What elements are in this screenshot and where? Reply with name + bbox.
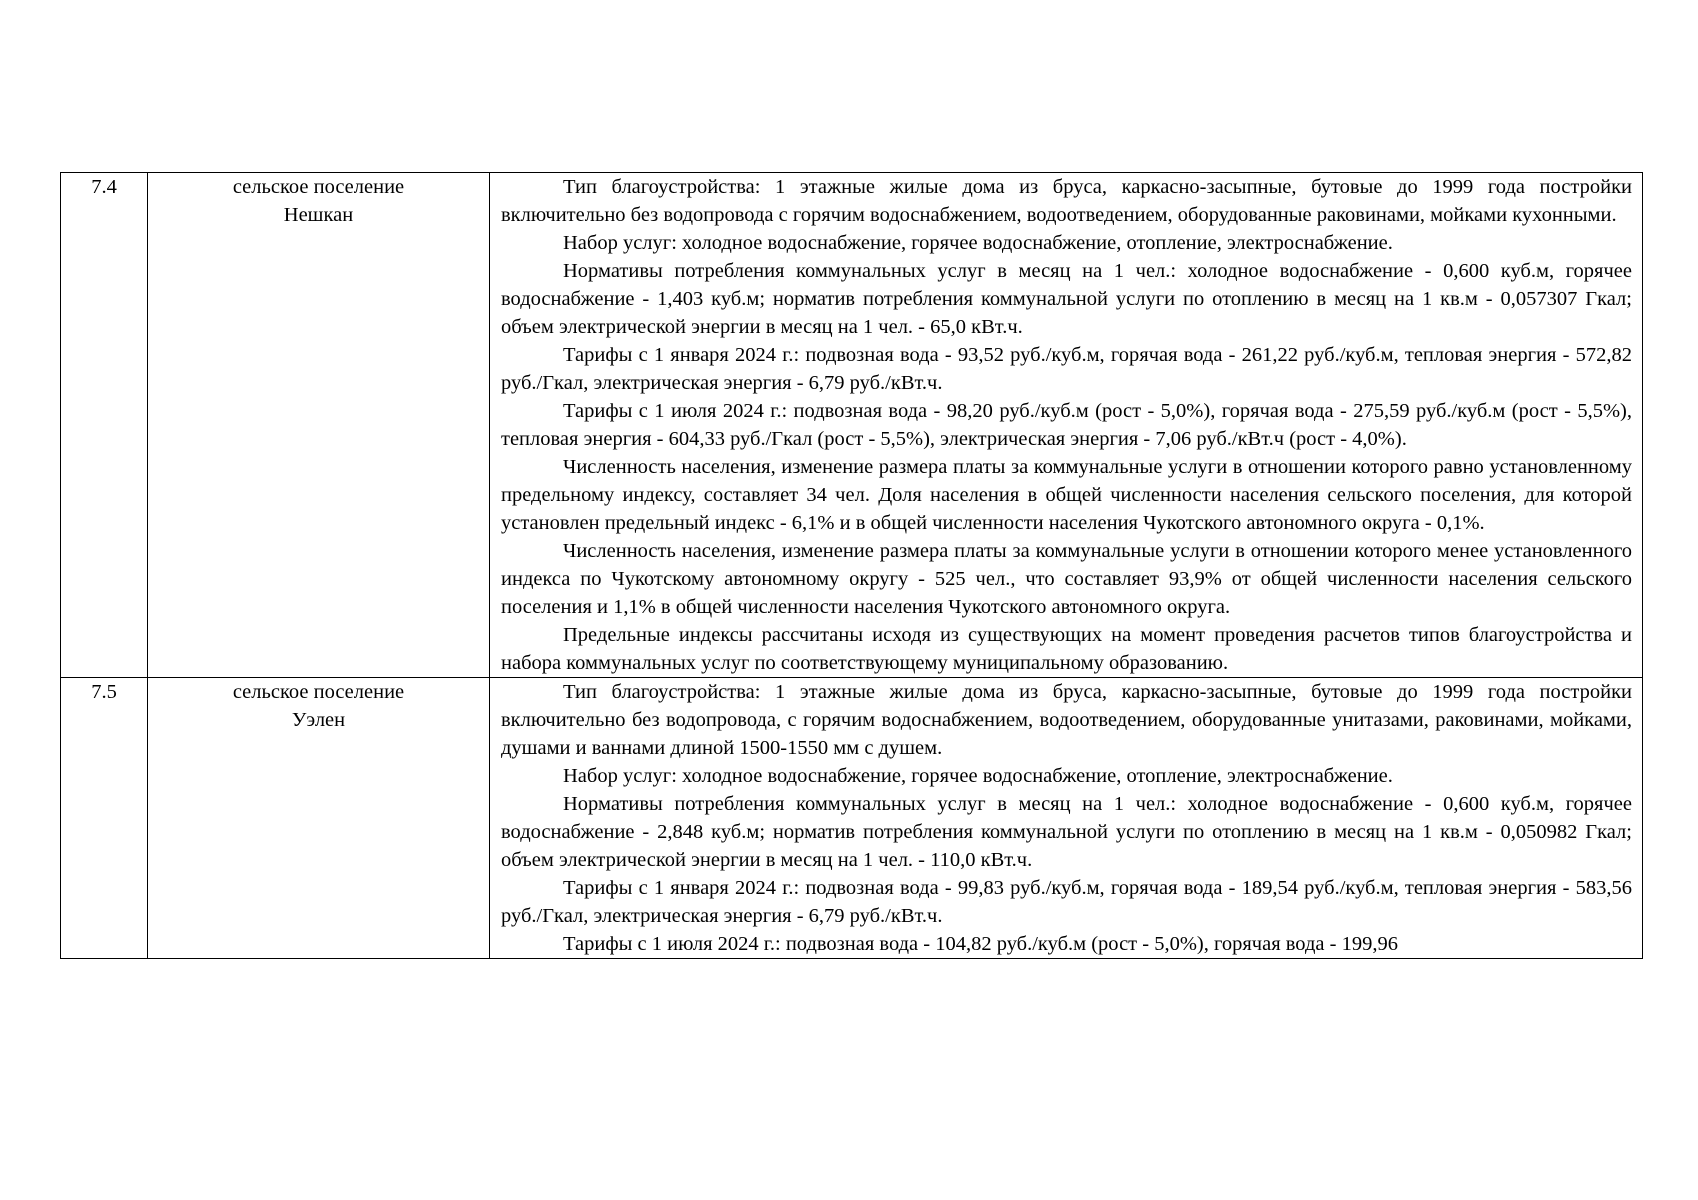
row-number-cell: [61, 678, 148, 959]
tariff-table: [60, 172, 1643, 959]
paragraph-tariffs-july: Тарифы с 1 июля 2024 г.: подвозная вода - 98,20 руб./куб.м (рост - 5,0%), горячая вода - 275,59 руб./куб.м (рост - 5,5%), тепловая энергия - 604,33 руб./Гкал (рост - 5,5%), электрическая энергия - 7,06 руб./кВт.ч (рост - 4,0%).: [501, 400, 1632, 450]
paragraph-tariffs-july: Тарифы с 1 июля 2024 г.: подвозная вода - 104,82 руб./куб.м (рост - 5,0%), горячая вода - 199,96: [563, 933, 1398, 955]
settlement-name: Уэлен: [291, 709, 346, 731]
settlement-name: Нешкан: [283, 204, 354, 226]
settlement-name-cell: [148, 678, 490, 959]
paragraph-amenities-type: Тип благоустройства: 1 этажные жилые дома из бруса, каркасно-засыпные, бутовые до 1999 года постройки включительно без водопровода с горячим водоснабжением, водоотведением, оборудованные раковинами, мойками кухонными.: [501, 176, 1632, 226]
paragraph-population-below-index: Численность населения, изменение размера платы за коммунальные услуги в отношении которого менее установленного индекса по Чукотскому автономному округу - 525 чел., что составляет 93,9% от общей численности населения сельского поселения и 1,1% в общей численности населения Чукотского автономного округа.: [501, 540, 1632, 618]
row-number: 7.4: [91, 176, 117, 198]
description-cell: [490, 173, 1643, 678]
paragraph-consumption-norms: Нормативы потребления коммунальных услуг в месяц на 1 чел.: холодное водоснабжение - 0,600 куб.м, горячее водоснабжение - 1,403 куб.м; норматив потребления коммунальной услуги по отоплению в месяц на 1 кв.м - 0,057307 Гкал; объем электрической энергии в месяц на 1 чел. - 65,0 кВт.ч.: [501, 260, 1632, 338]
paragraph-population-equal-index: Численность населения, изменение размера платы за коммунальные услуги в отношении которого равно установленному предельному индексу, составляет 34 чел. Доля населения в общей численности населения сельского поселения, для которой установлен предельный индекс - 6,1% и в общей численности населения Чукотского автономного округа - 0,1%.: [501, 456, 1632, 534]
row-number-cell: [61, 173, 148, 678]
paragraph-tariffs-january: Тарифы с 1 января 2024 г.: подвозная вода - 93,52 руб./куб.м, горячая вода - 261,22 руб./куб.м, тепловая энергия - 572,82 руб./Гкал, электрическая энергия - 6,79 руб./кВт.ч.: [501, 344, 1632, 394]
table-row: [61, 678, 1643, 959]
paragraph-consumption-norms: Нормативы потребления коммунальных услуг в месяц на 1 чел.: холодное водоснабжение - 0,600 куб.м, горячее водоснабжение - 2,848 куб.м; норматив потребления коммунальной услуги по отоплению в месяц на 1 кв.м - 0,050982 Гкал; объем электрической энергии в месяц на 1 чел. - 110,0 кВт.ч.: [501, 793, 1632, 871]
table-row: [61, 173, 1643, 678]
paragraph-service-set: Набор услуг: холодное водоснабжение, горячее водоснабжение, отопление, электроснабжение.: [563, 232, 1393, 254]
row-number: 7.5: [91, 681, 117, 703]
description-continued: [501, 678, 1632, 958]
description-cell: [490, 678, 1643, 959]
paragraph-index-basis: Предельные индексы рассчитаны исходя из существующих на момент проведения расчетов типов благоустройства и набора коммунальных услуг по соответствующему муниципальному образованию.: [501, 624, 1632, 674]
settlement-type: сельское поселение: [232, 176, 405, 198]
settlement-type: сельское поселение: [232, 681, 405, 703]
paragraph-amenities-type: Тип благоустройства: 1 этажные жилые дома из бруса, каркасно-засыпные, бутовые до 1999 года постройки включительно без водопровода, с горячим водоснабжением, водоотведением, оборудованные унитазами, раковинами, мойками, душами и ваннами длиной 1500-1550 мм с душем.: [501, 681, 1632, 759]
settlement-name-cell: [148, 173, 490, 678]
paragraph-service-set: Набор услуг: холодное водоснабжение, горячее водоснабжение, отопление, электроснабжение.: [563, 765, 1393, 787]
paragraph-tariffs-january: Тарифы с 1 января 2024 г.: подвозная вода - 99,83 руб./куб.м, горячая вода - 189,54 руб./куб.м, тепловая энергия - 583,56 руб./Гкал, электрическая энергия - 6,79 руб./кВт.ч.: [501, 877, 1632, 927]
